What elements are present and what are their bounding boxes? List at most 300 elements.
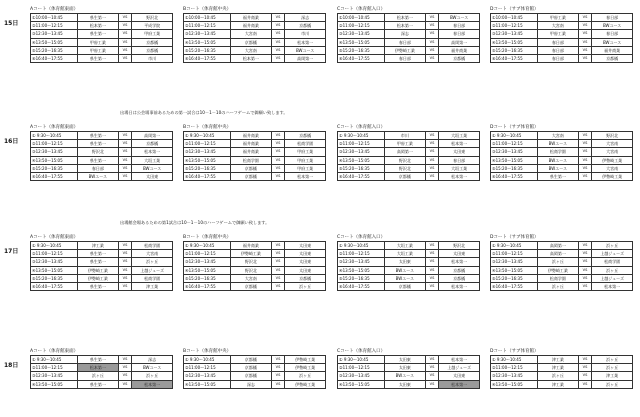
home-team: BWユース [384, 274, 425, 282]
court-title: Aコート（体育館東面） [30, 349, 79, 354]
match-time: ①10:00〜10:45 [338, 14, 385, 22]
away-team: 京都橘 [132, 140, 173, 148]
match-row [491, 54, 633, 62]
home-team: 春日部 [384, 54, 425, 62]
match-time: ③12:30〜13:45 [491, 148, 538, 156]
vs-label: VS [118, 380, 132, 388]
away-team: 福井商業 [439, 46, 480, 54]
vs-label: VS [271, 356, 285, 364]
match-time: ①10:00〜10:45 [31, 14, 78, 22]
match-row [491, 258, 633, 266]
away-team: 高岡第一 [285, 54, 326, 62]
away-team: 松本第一 [439, 140, 480, 148]
away-team: 太田東 [285, 242, 326, 250]
home-team: 津工業 [537, 356, 578, 364]
away-team: 市川 [132, 54, 173, 62]
away-team: 上越ジューズ [132, 266, 173, 274]
day-label: 16日 [4, 138, 19, 145]
match-row [338, 282, 480, 290]
vs-label: VS [578, 274, 592, 282]
day-label: 15日 [4, 20, 19, 27]
match-row [31, 14, 173, 22]
home-team: 春日部 [537, 38, 578, 46]
home-team: 春日部 [537, 46, 578, 54]
vs-label: VS [118, 282, 132, 290]
match-row [184, 364, 326, 372]
vs-label: VS [425, 364, 439, 372]
home-team: 野沢北 [384, 156, 425, 164]
court-title: Cコート（体育館入口） [337, 349, 386, 354]
match-row [491, 266, 633, 274]
vs-label: VS [425, 266, 439, 274]
vs-label: VS [578, 14, 592, 22]
home-team: 春日部 [537, 54, 578, 62]
home-team: 伊勢崎工業 [384, 46, 425, 54]
match-row [31, 132, 173, 140]
home-team: 浜ヶ丘 [77, 372, 118, 380]
match-time: ④13:50〜15:05 [31, 156, 78, 164]
away-team: 浜ヶ丘 [592, 364, 633, 372]
away-team: 京都橘 [439, 274, 480, 282]
vs-label: VS [118, 156, 132, 164]
match-row [184, 242, 326, 250]
away-team: 上越ジューズ [592, 250, 633, 258]
match-time: ⑥16:40〜17:55 [184, 282, 231, 290]
match-row [338, 164, 480, 172]
home-team: 津工業 [537, 364, 578, 372]
match-time: ③12:30〜13:45 [31, 258, 78, 266]
home-team: 大宮南 [230, 274, 271, 282]
vs-label: VS [578, 242, 592, 250]
home-team: 伊勢崎工業 [230, 250, 271, 258]
match-row [491, 22, 633, 30]
match-time: ②11:00〜12:15 [338, 364, 385, 372]
home-team: 松本第一 [230, 54, 271, 62]
match-time: ②11:00〜12:15 [184, 250, 231, 258]
home-team: 松商学園 [537, 148, 578, 156]
match-table [490, 241, 633, 291]
court-title: Dコート（サブ体育館） [490, 235, 539, 240]
vs-label: VS [578, 54, 592, 62]
match-time: ⑤15:20〜16:35 [31, 164, 78, 172]
match-time: ① 9:30〜10:45 [338, 132, 385, 140]
home-team: 県生第一 [77, 356, 118, 364]
away-team: 高岡第一 [439, 38, 480, 46]
vs-label: VS [425, 156, 439, 164]
home-team: 大垣工業 [384, 242, 425, 250]
match-time: ① 9:30〜10:45 [184, 356, 231, 364]
match-row [184, 380, 326, 388]
match-row [491, 164, 633, 172]
home-team: 松本第一 [77, 22, 118, 30]
away-team: 甲府工業 [285, 148, 326, 156]
match-time: ④13:50〜15:05 [491, 38, 538, 46]
match-row [31, 164, 173, 172]
vs-label: VS [271, 30, 285, 38]
match-row [184, 22, 326, 30]
match-row [338, 274, 480, 282]
court-block [30, 124, 173, 181]
match-row [338, 250, 480, 258]
match-row [184, 282, 326, 290]
away-team: 京都橘 [439, 54, 480, 62]
vs-label: VS [425, 22, 439, 30]
away-team: 太田東 [132, 172, 173, 180]
vs-label: VS [118, 266, 132, 274]
match-row [184, 266, 326, 274]
match-time: ① 9:30〜10:45 [338, 242, 385, 250]
match-row [31, 250, 173, 258]
match-time: ⑤15:20〜16:35 [338, 274, 385, 282]
court-block [337, 6, 480, 63]
match-table [30, 355, 173, 389]
match-time: ⑤15:20〜16:35 [338, 164, 385, 172]
away-team: 大宮南 [132, 250, 173, 258]
home-team: 浜ヶ丘 [537, 282, 578, 290]
away-team: BWユース [285, 46, 326, 54]
match-row [491, 172, 633, 180]
match-row [31, 356, 173, 364]
match-time: ⑥16:40〜17:55 [491, 282, 538, 290]
away-team: 甲府工業 [285, 164, 326, 172]
match-time: ③12:30〜13:45 [184, 148, 231, 156]
match-row [184, 30, 326, 38]
vs-label: VS [271, 156, 285, 164]
match-time: ③12:30〜13:45 [338, 372, 385, 380]
match-table [30, 241, 173, 291]
away-team: 松本第一 [439, 172, 480, 180]
away-team: 太田東 [285, 266, 326, 274]
vs-label: VS [118, 22, 132, 30]
match-time: ①10:00〜10:45 [491, 14, 538, 22]
match-table [337, 13, 480, 63]
vs-label: VS [578, 266, 592, 274]
away-team: 京都橘 [132, 38, 173, 46]
match-row [184, 372, 326, 380]
match-time: ③12:30〜13:45 [491, 30, 538, 38]
home-team: 津工業 [537, 380, 578, 388]
home-team: 野沢北 [230, 266, 271, 274]
vs-label: VS [118, 164, 132, 172]
vs-label: VS [271, 266, 285, 274]
home-team: 大垣工業 [384, 250, 425, 258]
away-team: 春日部 [592, 30, 633, 38]
vs-label: VS [425, 356, 439, 364]
court-title: Aコート（体育館東面） [30, 7, 79, 12]
home-team: 伊勢崎工業 [77, 274, 118, 282]
match-time: ②11:00〜12:15 [31, 22, 78, 30]
vs-label: VS [578, 164, 592, 172]
away-team: 松本第一 [439, 282, 480, 290]
away-team: 京都橘 [592, 54, 633, 62]
home-team: 福井商業 [230, 14, 271, 22]
vs-label: VS [271, 250, 285, 258]
court-title: Cコート（体育館入口） [337, 125, 386, 130]
home-team: 福井商業 [230, 242, 271, 250]
away-team: BWユース [132, 164, 173, 172]
court-block [183, 234, 326, 291]
match-time: ②11:00〜12:15 [338, 22, 385, 30]
home-team: 県生第一 [77, 140, 118, 148]
court-title: Bコート（体育館中央） [183, 349, 232, 354]
away-team: 浜ヶ丘 [592, 242, 633, 250]
vs-label: VS [118, 140, 132, 148]
match-time: ④13:50〜15:05 [31, 266, 78, 274]
match-time: ⑤15:20〜16:35 [338, 46, 385, 54]
match-time: ④13:50〜15:05 [338, 380, 385, 388]
match-time: ⑥16:40〜17:55 [184, 172, 231, 180]
home-team: 松本第一 [384, 14, 425, 22]
home-team: BWユース [537, 140, 578, 148]
away-team: 甲府工業 [132, 30, 173, 38]
home-team: 県生第一 [77, 282, 118, 290]
away-team: 太田東 [285, 250, 326, 258]
home-team: 京都橘 [384, 172, 425, 180]
away-team: 浜ヶ丘 [592, 266, 633, 274]
match-time: ③12:30〜13:45 [184, 372, 231, 380]
home-team: 市川 [384, 132, 425, 140]
match-row [338, 242, 480, 250]
vs-label: VS [578, 38, 592, 46]
away-team: 松本第一 [285, 172, 326, 180]
vs-label: VS [425, 140, 439, 148]
vs-label: VS [118, 148, 132, 156]
away-team: 大垣工業 [439, 164, 480, 172]
match-time: ②11:00〜12:15 [491, 22, 538, 30]
vs-label: VS [118, 54, 132, 62]
away-team: 伊勢崎工業 [592, 156, 633, 164]
match-row [491, 242, 633, 250]
match-time: ⑥16:40〜17:55 [338, 172, 385, 180]
match-row [31, 266, 173, 274]
home-team: 県生第一 [77, 132, 118, 140]
match-time: ⑥16:40〜17:55 [491, 172, 538, 180]
vs-label: VS [271, 380, 285, 388]
match-row [31, 242, 173, 250]
match-row [184, 54, 326, 62]
away-team: 浜ヶ丘 [285, 282, 326, 290]
match-row [338, 14, 480, 22]
match-row [184, 172, 326, 180]
match-row [184, 38, 326, 46]
away-team: 浜ヶ丘 [592, 380, 633, 388]
vs-label: VS [271, 38, 285, 46]
match-time: ②11:00〜12:15 [184, 140, 231, 148]
court-title: Bコート（体育館中央） [183, 125, 232, 130]
match-time: ②11:00〜12:15 [31, 364, 78, 372]
match-time: ④13:50〜15:05 [31, 38, 78, 46]
away-team: 深志 [132, 356, 173, 364]
away-team: 浜ヶ丘 [132, 372, 173, 380]
away-team: 京都橘 [285, 274, 326, 282]
vs-label: VS [425, 30, 439, 38]
vs-label: VS [271, 140, 285, 148]
away-team: 太田東 [439, 372, 480, 380]
vs-label: VS [425, 380, 439, 388]
match-row [491, 372, 633, 380]
match-time: ⑤15:20〜16:35 [184, 274, 231, 282]
vs-label: VS [425, 38, 439, 46]
match-time: ③12:30〜13:45 [491, 372, 538, 380]
vs-label: VS [271, 258, 285, 266]
match-time: ⑥16:40〜17:55 [338, 54, 385, 62]
away-team: 野沢北 [132, 14, 173, 22]
vs-label: VS [425, 172, 439, 180]
match-table [490, 355, 633, 389]
match-time: ⑤15:20〜16:35 [491, 274, 538, 282]
court-block [30, 348, 173, 389]
away-team: 伊勢崎工業 [285, 380, 326, 388]
vs-label: VS [578, 132, 592, 140]
match-time: ④13:50〜15:05 [184, 38, 231, 46]
home-team: 浜ヶ丘 [537, 258, 578, 266]
match-row [31, 372, 173, 380]
away-team: 松商学園 [592, 258, 633, 266]
away-team: BWユース [439, 14, 480, 22]
away-team: 甲府工業 [285, 156, 326, 164]
match-time: ①10:00〜10:45 [184, 14, 231, 22]
match-time: ⑥16:40〜17:55 [31, 282, 78, 290]
match-time: ④13:50〜15:05 [338, 38, 385, 46]
match-row [491, 156, 633, 164]
match-row [338, 46, 480, 54]
match-time: ③12:30〜13:45 [491, 258, 538, 266]
home-team: 春日部 [384, 38, 425, 46]
vs-label: VS [578, 364, 592, 372]
vs-label: VS [578, 380, 592, 388]
away-team: 野沢北 [592, 132, 633, 140]
court-block [30, 234, 173, 291]
vs-label: VS [425, 274, 439, 282]
away-team: 松本第一 [132, 148, 173, 156]
home-team: 高岡第一 [537, 250, 578, 258]
home-team: 県生第一 [77, 54, 118, 62]
court-title: Dコート（サブ体育館） [490, 7, 539, 12]
vs-label: VS [118, 172, 132, 180]
vs-label: VS [271, 164, 285, 172]
match-row [184, 140, 326, 148]
vs-label: VS [118, 132, 132, 140]
match-row [338, 54, 480, 62]
match-time: ⑤15:20〜16:35 [491, 164, 538, 172]
home-team: 福井商業 [230, 148, 271, 156]
day-label: 18日 [4, 362, 19, 369]
away-team: 松本第一 [439, 380, 480, 388]
match-table [183, 241, 326, 291]
match-time: ⑥16:40〜17:55 [491, 54, 538, 62]
away-team: 伊勢崎工業 [285, 364, 326, 372]
match-row [184, 156, 326, 164]
vs-label: VS [118, 258, 132, 266]
match-row [338, 258, 480, 266]
match-time: ⑤15:20〜16:35 [491, 46, 538, 54]
match-time: ① 9:30〜10:45 [491, 132, 538, 140]
home-team: 大宮南 [537, 22, 578, 30]
home-team: 高岡第一 [384, 148, 425, 156]
home-team: 福井商業 [230, 132, 271, 140]
vs-label: VS [118, 242, 132, 250]
vs-label: VS [425, 242, 439, 250]
match-row [491, 274, 633, 282]
vs-label: VS [425, 54, 439, 62]
home-team: 浜ヶ丘 [537, 372, 578, 380]
match-table [183, 355, 326, 389]
match-row [184, 274, 326, 282]
match-row [31, 30, 173, 38]
match-row [184, 356, 326, 364]
home-team: 野沢北 [230, 258, 271, 266]
home-team: 太田東 [384, 356, 425, 364]
match-time: ① 9:30〜10:45 [491, 242, 538, 250]
vs-label: VS [425, 372, 439, 380]
away-team: 大垣工業 [439, 132, 480, 140]
home-team: 県生第一 [77, 258, 118, 266]
home-team: 京都橘 [230, 364, 271, 372]
match-row [31, 172, 173, 180]
vs-label: VS [578, 372, 592, 380]
match-time: ②11:00〜12:15 [184, 22, 231, 30]
home-team: BWユース [77, 172, 118, 180]
home-team: 甲府工業 [384, 140, 425, 148]
match-time: ③12:30〜13:45 [31, 148, 78, 156]
match-table [337, 355, 480, 389]
court-title: Dコート（サブ体育館） [490, 349, 539, 354]
away-team: 野沢北 [439, 242, 480, 250]
court-block [490, 124, 633, 181]
schedule-note: 出場日は公会場事前あるための第一試合は10－1－10のハーフゲームで御願い致します。 [120, 110, 288, 115]
match-time: ① 9:30〜10:45 [184, 242, 231, 250]
vs-label: VS [425, 14, 439, 22]
match-time: ④13:50〜15:05 [491, 380, 538, 388]
vs-label: VS [578, 250, 592, 258]
match-table [490, 13, 633, 63]
match-row [184, 148, 326, 156]
home-team: 太田東 [384, 258, 425, 266]
home-team: 京都橘 [230, 172, 271, 180]
match-time: ④13:50〜15:05 [184, 266, 231, 274]
match-time: ⑤15:20〜16:35 [184, 46, 231, 54]
home-team: 県生第一 [77, 156, 118, 164]
home-team: 甲府工業 [537, 14, 578, 22]
court-block [490, 234, 633, 291]
home-team: 京都橘 [230, 282, 271, 290]
match-time: ③12:30〜13:45 [338, 258, 385, 266]
match-time: ③12:30〜13:45 [31, 372, 78, 380]
match-time: ③12:30〜13:45 [338, 148, 385, 156]
away-team: 大垣工業 [132, 156, 173, 164]
court-title: Aコート（体育館東面） [30, 125, 79, 130]
away-team: 松本第一 [132, 380, 173, 388]
vs-label: VS [578, 356, 592, 364]
away-team: 大宮南 [592, 148, 633, 156]
home-team: 県生第一 [537, 172, 578, 180]
match-row [338, 364, 480, 372]
match-time: ②11:00〜12:15 [491, 140, 538, 148]
vs-label: VS [118, 250, 132, 258]
vs-label: VS [118, 30, 132, 38]
away-team: 太田東 [439, 148, 480, 156]
court-title: Dコート（サブ体育館） [490, 125, 539, 130]
away-team: 高岡第一 [132, 132, 173, 140]
away-team: 津工業 [592, 372, 633, 380]
vs-label: VS [271, 282, 285, 290]
court-block [490, 348, 633, 389]
match-time: ① 9:30〜10:45 [31, 132, 78, 140]
match-table [30, 13, 173, 63]
vs-label: VS [271, 372, 285, 380]
away-team: 松本第一 [439, 356, 480, 364]
vs-label: VS [578, 258, 592, 266]
